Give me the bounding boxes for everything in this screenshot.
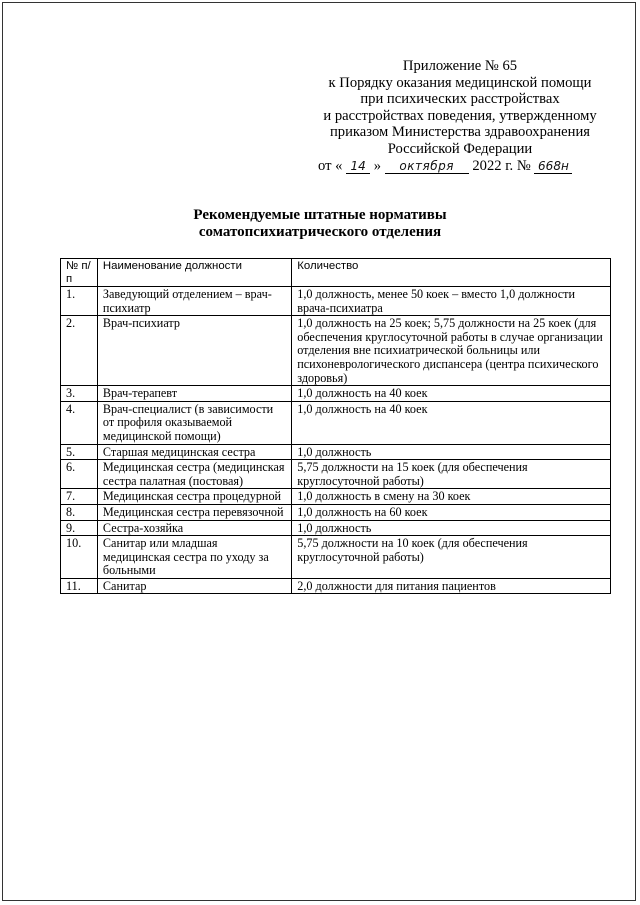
table-row [61,287,611,316]
row-quantity: 1,0 должность, менее 50 коек – вместо 1,0 должности врача-психиатра [292,287,611,316]
approval-line-6: Российской Федерации [387,140,533,157]
row-number: 2. [61,316,98,386]
row-quantity: 1,0 должность на 60 коек [292,504,611,520]
row-quantity: 5,75 должности на 15 коек (для обеспечения круглосуточной работы) [292,460,611,489]
approval-block [300,58,620,174]
date-prefix: от « [318,157,343,174]
row-position: Врач-специалист (в зависимости от профиля оказываемой медицинской помощи) [97,401,291,444]
row-number: 6. [61,460,98,489]
document-title [0,207,640,241]
row-quantity: 1,0 должность на 25 коек; 5,75 должности на 25 коек (для обеспечения круглосуточной работы в случае организации отделения вне психиатрической больницы или психоневрологического диспансера (центра психического здоровья) [292,316,611,386]
table-row [61,504,611,520]
row-quantity: 1,0 должность на 40 коек [292,401,611,444]
row-number: 7. [61,489,98,505]
date-year: 2022 г. № [472,157,531,174]
table-row [61,536,611,579]
table-row [61,444,611,460]
table-header-row [61,259,611,287]
table-row [61,460,611,489]
row-quantity: 1,0 должность [292,520,611,536]
header-number: № п/п [61,259,98,287]
row-position: Сестра-хозяйка [97,520,291,536]
order-date-line [300,158,620,175]
date-mid: » [373,157,382,174]
header-quantity: Количество [292,259,611,287]
approval-line-2: к Порядку оказания медицинской помощи [328,74,592,91]
row-number: 11. [61,578,98,594]
row-position: Врач-психиатр [97,316,291,386]
approval-line-5: приказом Министерства здравоохранения [330,124,590,141]
row-number: 8. [61,504,98,520]
staffing-table [60,258,611,594]
row-position: Санитар [97,578,291,594]
title-line-1: Рекомендуемые штатные нормативы [193,207,447,223]
date-month-handwritten: октября [385,160,469,174]
date-day-handwritten: 14 [346,160,370,174]
table-row [61,401,611,444]
row-position: Медицинская сестра процедурной [97,489,291,505]
table-row [61,578,611,594]
row-number: 9. [61,520,98,536]
row-number: 3. [61,386,98,402]
header-position: Наименование должности [97,259,291,287]
table-row [61,520,611,536]
table-row [61,316,611,386]
row-quantity: 5,75 должности на 10 коек (для обеспечения круглосуточной работы) [292,536,611,579]
row-quantity: 1,0 должность в смену на 30 коек [292,489,611,505]
row-position: Врач-терапевт [97,386,291,402]
row-position: Медицинская сестра перевязочной [97,504,291,520]
order-number-handwritten: 668н [534,160,572,174]
table-row [61,489,611,505]
row-position: Санитар или младшая медицинская сестра по уходу за больными [97,536,291,579]
approval-line-3: при психических расстройствах [360,91,560,108]
row-quantity: 2,0 должности для питания пациентов [292,578,611,594]
row-position: Заведующий отделением – врач-психиатр [97,287,291,316]
row-number: 10. [61,536,98,579]
row-position: Старшая медицинская сестра [97,444,291,460]
row-number: 5. [61,444,98,460]
row-quantity: 1,0 должность на 40 коек [292,386,611,402]
approval-line-4: и расстройствах поведения, утвержденному [323,107,597,124]
title-line-2: соматопсихиатрического отделения [198,224,442,240]
row-number: 1. [61,287,98,316]
row-quantity: 1,0 должность [292,444,611,460]
row-number: 4. [61,401,98,444]
row-position: Медицинская сестра (медицинская сестра палатная (постовая) [97,460,291,489]
appendix-number: Приложение № 65 [402,58,518,74]
table-row [61,386,611,402]
